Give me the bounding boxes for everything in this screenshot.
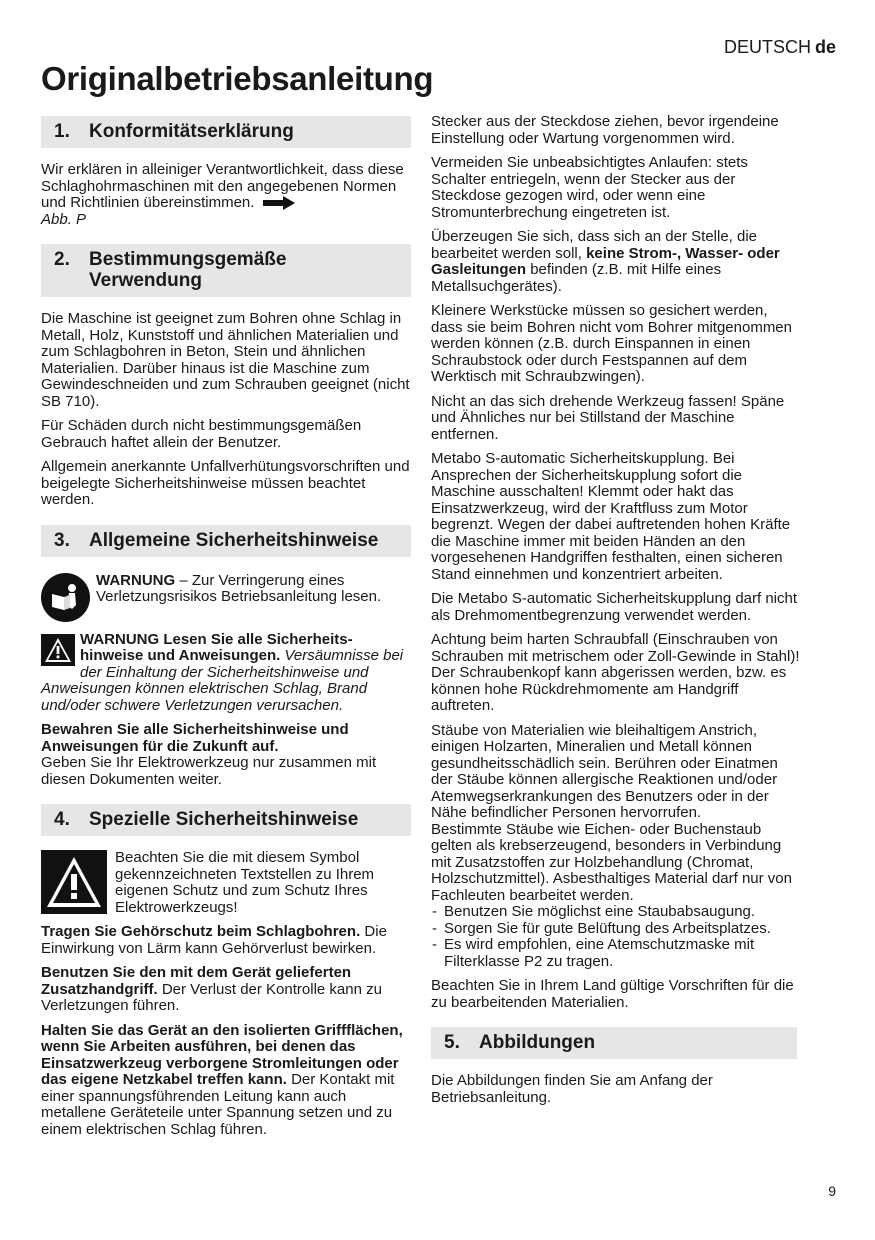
section-1-heading: [41, 116, 411, 148]
hard-screw-paragraph: Achtung beim harten Schraubfall (Einschrauben von Schrauben mit metrischem oder Zoll-Gewinde in Stahl)! Der Schraubenkopf kann abgerissen werden, bzw. es können hohe Rückdrehmomente am Handgriff auftreten.: [431, 631, 800, 714]
warning-label: WARNUNG: [96, 571, 176, 589]
section-title: Abbildungen: [479, 1032, 596, 1053]
section-title: Bestimmungsgemäße Verwendung: [89, 249, 287, 291]
page-number: 9: [828, 1183, 836, 1199]
keep-instructions: [41, 722, 411, 788]
hidden-lines-bold: keine Strom-, Wasser- oder Gasleitungen: [431, 244, 780, 278]
general-warning: [41, 632, 411, 715]
keep-instructions-bold: Bewahren Sie alle Sicherheitshinweise und Anweisungen für die Zukunft auf.: [41, 721, 349, 755]
unplug-paragraph: Stecker aus der Steckdose ziehen, bevor irgendeine Einstellung oder Wartung vorgenommen wird.: [431, 113, 779, 147]
rotating-tool-paragraph: Nicht an das sich drehende Werkzeug fassen! Späne und Ähnliches nur bei Stillstand der Maschine entfernen.: [431, 392, 785, 443]
manual-warning-text: [94, 571, 411, 606]
clutch-limit-paragraph: Die Metabo S-automatic Sicherheitskupplung darf nicht als Drehmomentbegrenzung verwendet werden.: [431, 590, 798, 624]
warning-symbol-icon: [41, 850, 107, 914]
language-label: [724, 37, 836, 58]
keep-instructions-text: Geben Sie Ihr Elektrowerkzeug nur zusammen mit diesen Dokumenten weiter.: [41, 754, 377, 788]
auxiliary-handle-bold: Benutzen Sie den mit dem Gerät gelieferten Zusatzhandgriff.: [41, 964, 352, 998]
section-5-heading: [431, 1027, 797, 1059]
page-title: Originalbetriebsanleitung: [41, 60, 434, 97]
unintended-start-paragraph: Vermeiden Sie unbeabsichtigtes Anlaufen: stets Schalter entriegeln, wenn der Stecker aus der Steckdose gezogen wird, oder wenn eine Stromunterbrechung eingetreten ist.: [431, 154, 748, 221]
hidden-lines-paragraph: [431, 229, 803, 295]
section-title: Konformitätserklärung: [89, 121, 294, 142]
hidden-lines-text-b: befinden (z.B. mit Hilfe eines Metallsuchgerätes).: [431, 261, 722, 295]
insulated-grip-text: Der Kontakt mit einer spannungsführenden Leitung kann auch metallene Geräteteile unter Spannung setzen und zu einem elektrischen Schlag führen.: [41, 1071, 395, 1138]
symbol-note: [41, 850, 411, 916]
insulated-grip-bold: Halten Sie das Gerät an den isolierten Griffflächen, wenn Sie Arbeiten ausführen, bei denen das Einsatzwerkzeug verborgene Stromleitungen oder das eigene Netzkabel treffen kann.: [41, 1021, 403, 1088]
section-title: Spezielle Sicherheitshinweise: [89, 809, 359, 830]
usage-paragraph: Die Maschine ist geeignet zum Bohren ohne Schlag in Metall, Holz, Kunststoff und ähnlichen Materialien und zum Schlagbohren in Beton, Stein und ähnlichen Materialien. Darüber hinaus ist die Maschine zum Gewindeschneiden und zum Schrauben geeignet (nicht SB 710).: [41, 310, 410, 410]
warning-text: – Zur Verringerung eines Verletzungsrisikos Betriebsanleitung lesen.: [96, 571, 382, 605]
section-number: 2.: [54, 249, 70, 270]
dust-measures-list: [431, 904, 803, 970]
dust-paragraph: Stäube von Materialien wie bleihaltigem Anstrich, einigen Holzarten, Mineralien und Metall können gesundheitsschädlich sein. Berühren oder Einatmen der Stäube können allergische Reaktionen und/oder Atemwegserkrankungen des Benutzers oder in der Nähe befindlicher Personen hervorrufen.: [431, 721, 778, 821]
section-number: 1.: [54, 121, 70, 142]
warning-consequence: Versäumnisse bei der Einhaltung der Sicherheitshinweise und Anweisungen können elektrischen Schlag, Brand und/oder schwere Verletzungen verursachen.: [41, 647, 404, 714]
list-item: - Es wird empfohlen, eine Atemschutzmaske mit Filterklasse P2 zu tragen.: [431, 937, 803, 970]
manual-warning: [41, 571, 411, 622]
right-column: [431, 114, 803, 1114]
hearing-protection-bold: Tragen Sie Gehörschutz beim Schlagbohren.: [41, 923, 361, 940]
section-4-heading: [41, 804, 411, 836]
section-number: 4.: [54, 809, 70, 830]
list-item: - Sorgen Sie für gute Belüftung des Arbeitsplatzes.: [431, 921, 803, 938]
language-name: DEUTSCH: [723, 37, 811, 57]
figure-reference: Abb. P: [41, 210, 87, 228]
hearing-protection: [41, 924, 411, 957]
regulations-paragraph: Allgemein anerkannte Unfallverhütungsvorschriften und beigelegte Sicherheitshinweise müssen beachtet werden.: [41, 458, 410, 508]
section-2-heading: [41, 244, 411, 297]
conformity-text: [41, 162, 411, 228]
language-code: de: [814, 37, 836, 57]
symbol-note-text: Beachten Sie die mit diesem Symbol gekennzeichneten Textstellen zu Ihrem eigenen Schutz und zum Schutz Ihres Elektrowerkzeugs!: [115, 849, 375, 916]
left-column: [41, 116, 411, 1146]
liability-paragraph: Für Schäden durch nicht bestimmungsgemäßen Gebrauch haftet allein der Benutzer.: [41, 417, 362, 451]
hearing-protection-text: Die Einwirkung von Lärm kann Gehörverlust bewirken.: [41, 923, 387, 957]
workpiece-paragraph: Kleinere Werkstücke müssen so gesichert werden, dass sie beim Bohren nicht vom Bohrer mitgenommen werden können (z.B. durch Einspannen in einen Schraubstock oder durch Festspannen auf dem Werktisch mit Schraubzwingen).: [431, 302, 792, 385]
section-number: 5.: [444, 1032, 460, 1053]
carcinogenic-dust-paragraph: Bestimmte Stäube wie Eichen- oder Buchenstaub gelten als krebserzeugend, besonders in Verbindung mit Zusatzstoffen zur Holzbehandlung (Chromat, Holzschutzmittel). Asbesthaltiges Material darf nur von Fachleuten bearbeitet werden.: [431, 820, 792, 904]
read-manual-icon: [41, 573, 90, 622]
figures-paragraph: Die Abbildungen finden Sie am Anfang der Betriebsanleitung.: [431, 1072, 713, 1106]
clutch-paragraph: Metabo S-automatic Sicherheitskupplung. Bei Ansprechen der Sicherheitskupplung sofort die Maschine ausschalten! Klemmt oder hakt das Einsatzwerkzeug, wird der Kraftfluss zum Motor begrenzt. Wegen der dabei auftretenden hohen Kräfte die Maschine immer mit beiden Händen an den vorgesehenen Handgriffen festhalten, einen sicheren Stand einnehmen und konzentriert arbeiten.: [431, 450, 791, 583]
conformity-statement: Wir erklären in alleiniger Verantwortlichkeit, dass diese Schlaghohrmaschinen mit den angegebenen Normen und Richtlinien übereinstimmen.: [41, 161, 404, 211]
auxiliary-handle-text: Der Verlust der Kontrolle kann zu Verletzungen führen.: [41, 980, 382, 1014]
warning-heading: WARNUNG Lesen Sie alle Sicherheits-hinweise und Anweisungen.: [80, 630, 353, 664]
warning-triangle-icon: [41, 634, 75, 666]
list-item: - Benutzen Sie möglichst eine Staubabsaugung.: [431, 904, 803, 921]
regulations-paragraph: Beachten Sie in Ihrem Land gültige Vorschriften für die zu bearbeitenden Materialien.: [431, 977, 794, 1011]
insulated-grip: [41, 1023, 411, 1139]
auxiliary-handle: [41, 965, 411, 1015]
section-3-heading: [41, 525, 411, 557]
arrow-right-icon: [263, 196, 295, 210]
hidden-lines-text-a: Überzeugen Sie sich, dass sich an der Stelle, die bearbeitet werden soll,: [431, 228, 758, 262]
section-title: Allgemeine Sicherheitshinweise: [89, 529, 379, 551]
section-number: 3.: [54, 529, 70, 551]
